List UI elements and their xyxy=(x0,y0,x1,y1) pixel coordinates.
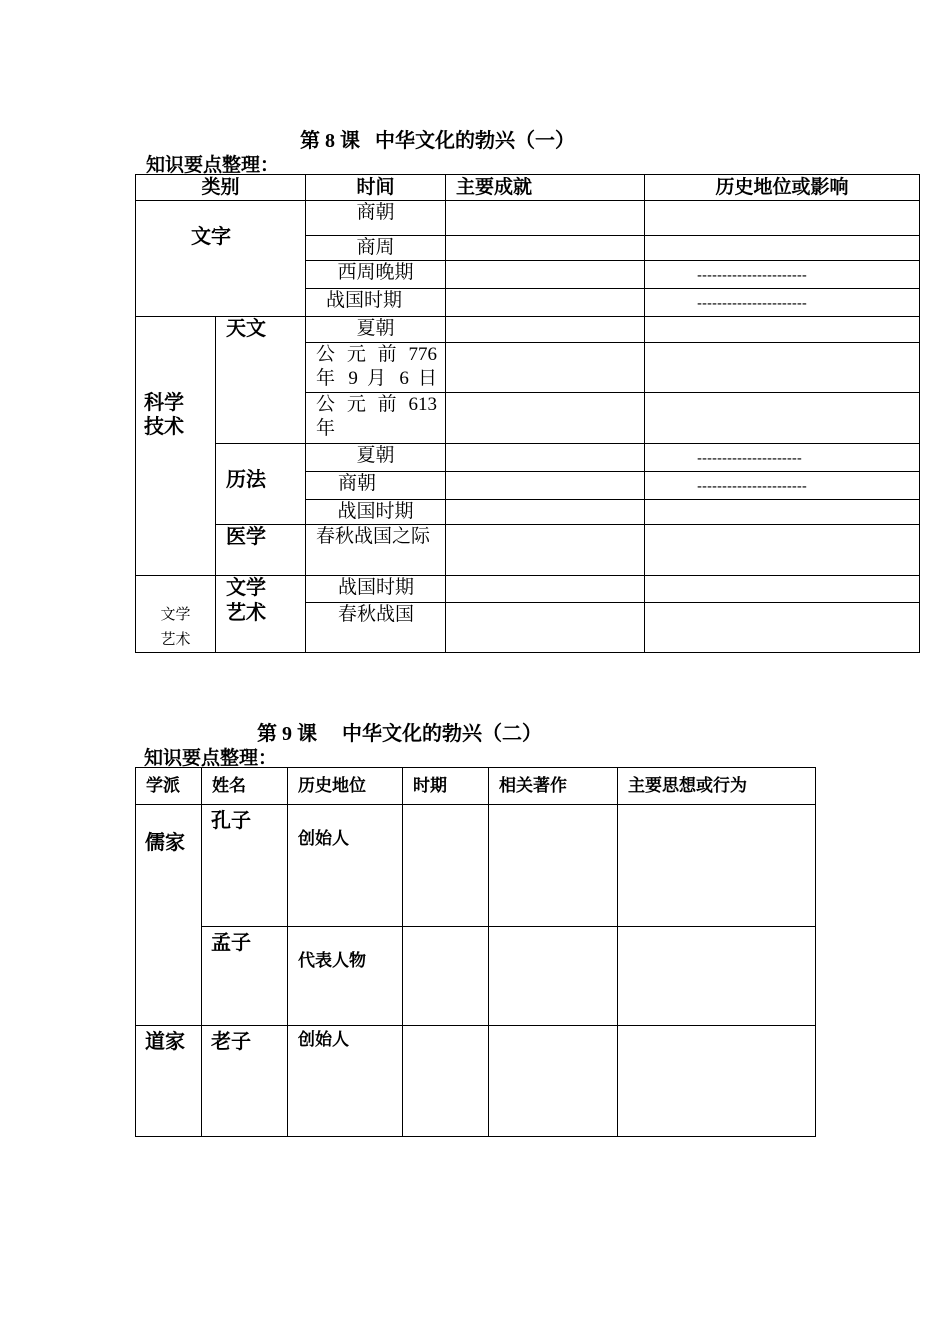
school-confucian: 儒家 xyxy=(136,805,202,1026)
subcategory-art: 艺术 xyxy=(226,602,266,624)
thought-cell[interactable] xyxy=(618,927,816,1026)
achievement-cell[interactable] xyxy=(446,500,645,525)
time-cell: 战国时期 xyxy=(306,289,446,317)
dash-placeholder: --------------------- xyxy=(645,444,920,472)
header-category: 类别 xyxy=(136,175,306,201)
header-achievement: 主要成就 xyxy=(446,175,645,201)
time-cell: 夏朝 xyxy=(306,444,446,472)
status-cell: 代表人物 xyxy=(288,927,403,1026)
time-cell: 公 元 前 613 年 xyxy=(306,393,446,444)
category-science-line2: 技术 xyxy=(144,416,184,438)
time-cell: 战国时期 xyxy=(306,500,446,525)
subcategory-literature-art xyxy=(216,576,306,653)
achievement-cell[interactable] xyxy=(446,317,645,343)
header-name: 姓名 xyxy=(202,768,288,805)
influence-cell[interactable] xyxy=(645,500,920,525)
influence-cell[interactable] xyxy=(645,201,920,236)
dash-placeholder: ---------------------- xyxy=(645,261,920,289)
header-status: 历史地位 xyxy=(288,768,403,805)
lesson8-table xyxy=(135,174,920,653)
achievement-cell[interactable] xyxy=(446,393,645,444)
category-arts xyxy=(136,576,216,653)
subcategory-literature: 文学 xyxy=(226,577,266,599)
lesson9-subtitle: 知识要点整理： xyxy=(144,748,278,769)
name-cell: 孟子 xyxy=(202,927,288,1026)
time-cell: 春秋战国 xyxy=(306,603,446,653)
achievement-cell[interactable] xyxy=(446,261,645,289)
works-cell[interactable] xyxy=(489,805,618,927)
influence-cell[interactable] xyxy=(645,525,920,576)
status-cell: 创始人 xyxy=(288,1026,403,1137)
time-cell: 商朝 xyxy=(306,472,446,500)
header-influence: 历史地位或影响 xyxy=(645,175,920,201)
time-cell: 西周晚期 xyxy=(306,261,446,289)
time-cell: 商朝 xyxy=(306,201,446,236)
works-cell[interactable] xyxy=(489,927,618,1026)
time-cell: 战国时期 xyxy=(306,576,446,603)
works-cell[interactable] xyxy=(489,1026,618,1137)
dash-placeholder: ---------------------- xyxy=(645,289,920,317)
influence-cell[interactable] xyxy=(645,343,920,393)
subcategory-medicine: 医学 xyxy=(216,525,306,576)
influence-cell[interactable] xyxy=(645,236,920,261)
thought-cell[interactable] xyxy=(618,805,816,927)
achievement-cell[interactable] xyxy=(446,603,645,653)
subcategory-calendar: 历法 xyxy=(216,444,306,525)
name-cell: 孔子 xyxy=(202,805,288,927)
name-cell: 老子 xyxy=(202,1026,288,1137)
period-cell[interactable] xyxy=(403,805,489,927)
influence-cell[interactable] xyxy=(645,393,920,444)
influence-cell[interactable] xyxy=(645,603,920,653)
achievement-cell[interactable] xyxy=(446,343,645,393)
achievement-cell[interactable] xyxy=(446,576,645,603)
lesson8-title: 第 8 课 中华文化的勃兴（一） xyxy=(300,130,575,152)
lesson9-table xyxy=(135,767,816,1137)
category-writing: 文字 xyxy=(136,201,306,317)
header-period: 时期 xyxy=(403,768,489,805)
achievement-cell[interactable] xyxy=(446,525,645,576)
dash-placeholder: ---------------------- xyxy=(645,472,920,500)
header-time: 时间 xyxy=(306,175,446,201)
subcategory-astronomy: 天文 xyxy=(216,317,306,444)
achievement-cell[interactable] xyxy=(446,444,645,472)
period-cell[interactable] xyxy=(403,1026,489,1137)
school-taoist: 道家 xyxy=(136,1026,202,1137)
time-cell: 公 元 前 776 年 9 月 6 日 xyxy=(306,343,446,393)
header-thought: 主要思想或行为 xyxy=(618,768,816,805)
header-school: 学派 xyxy=(136,768,202,805)
achievement-cell[interactable] xyxy=(446,236,645,261)
influence-cell[interactable] xyxy=(645,317,920,343)
achievement-cell[interactable] xyxy=(446,289,645,317)
category-arts-line1: 文学 xyxy=(160,605,191,623)
category-science xyxy=(136,317,216,576)
lesson9-title: 第 9 课 中华文化的勃兴（二） xyxy=(257,723,542,745)
influence-cell[interactable] xyxy=(645,576,920,603)
lesson8-subtitle: 知识要点整理： xyxy=(146,155,280,176)
time-cell: 商周 xyxy=(306,236,446,261)
thought-cell[interactable] xyxy=(618,1026,816,1137)
time-cell: 春秋战国之际 xyxy=(306,525,446,576)
achievement-cell[interactable] xyxy=(446,201,645,236)
category-science-line1: 科学 xyxy=(144,392,184,414)
period-cell[interactable] xyxy=(403,927,489,1026)
header-works: 相关著作 xyxy=(489,768,618,805)
achievement-cell[interactable] xyxy=(446,472,645,500)
time-cell: 夏朝 xyxy=(306,317,446,343)
status-cell: 创始人 xyxy=(288,805,403,927)
category-arts-line2: 艺术 xyxy=(160,630,191,648)
